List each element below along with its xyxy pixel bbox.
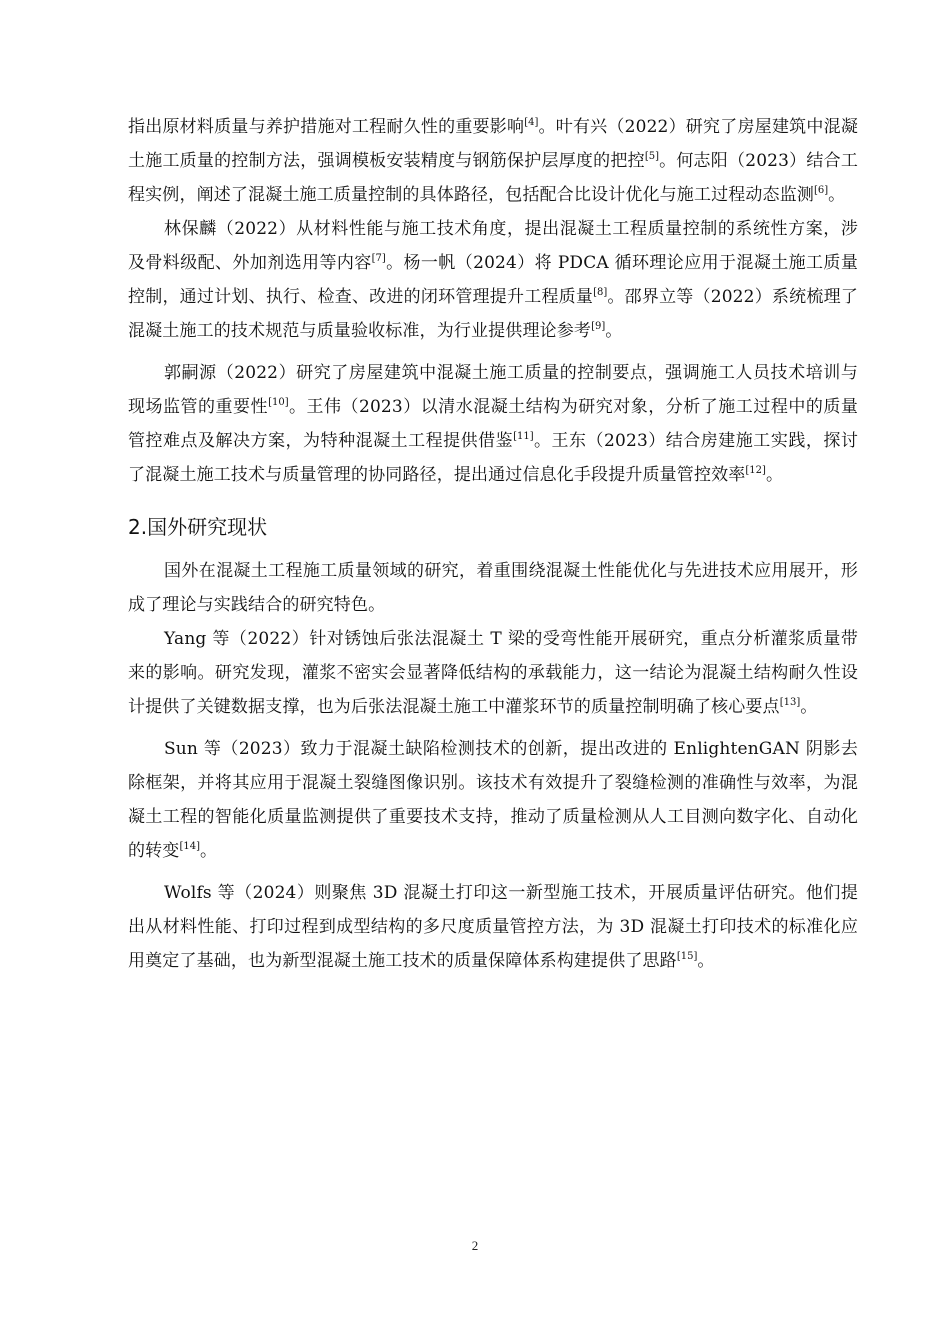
text-run: 。王东（2023）结合房建施工实践，探讨了混凝土施工技术与质量管理的协同路径，提出通过信息化手段提升质量管控效率 bbox=[128, 431, 858, 485]
text-run: 。 bbox=[765, 465, 784, 485]
text-run: 。 bbox=[605, 321, 623, 341]
text-run: 。杨一帆（2024）将 PDCA 循环理论应用于混凝土施工质量控制，通过计划、执行、检查、改进的闭环管理提升工程质量 bbox=[128, 253, 858, 307]
citation-marker: [13] bbox=[779, 697, 801, 708]
text-run: 指出原材料质量与养护措施对工程耐久性的重要影响 bbox=[128, 117, 525, 137]
paragraph-domestic-3 bbox=[128, 356, 858, 492]
citation-marker: [8] bbox=[593, 287, 608, 298]
text-run: 。何志阳（2023）结合工程实例，阐述了混凝土施工质量控制的具体路径，包括配合比设计优化与施工过程动态监测 bbox=[128, 151, 859, 205]
text-run: Yang 等（2022）针对锈蚀后张法混凝土 T 梁的受弯性能开展研究，重点分析灌浆质量带来的影响。研究发现，灌浆不密实会显著降低结构的承载能力，这一结论为混凝土结构耐久性设计提供了关键数据支撑，也为后张法混凝土施工中灌浆环节的质量控制明确了核心要点 bbox=[128, 629, 858, 717]
paragraph-domestic-1 bbox=[128, 110, 858, 212]
citation-marker: [15] bbox=[676, 951, 698, 962]
section-heading-foreign-research: 2.国外研究现状 bbox=[128, 515, 268, 539]
text-run: 。 bbox=[697, 951, 715, 971]
paragraph-foreign-yang bbox=[128, 622, 858, 724]
text-run: Wolfs 等（2024）则聚焦 3D 混凝土打印这一新型施工技术，开展质量评估研究。他们提出从材料性能、打印过程到成型结构的多尺度质量管控方法，为 3D 混凝土打印技术的标准化应用奠定了基础，也为新型混凝土施工技术的质量保障体系构建提供了思路 bbox=[128, 883, 858, 971]
text-run: 林保麟（2022）从材料性能与施工技术角度，提出混凝土工程质量控制的系统性方案，涉及骨料级配、外加剂选用等内容 bbox=[128, 219, 858, 273]
citation-marker: [10] bbox=[268, 397, 289, 408]
paragraph-foreign-sun bbox=[128, 732, 858, 868]
text-run: 。邵界立等（2022）系统梳理了混凝土施工的技术规范与质量验收标准，为行业提供理论参考 bbox=[128, 287, 858, 341]
text-run: 。 bbox=[199, 841, 218, 861]
text-run: 。 bbox=[828, 185, 846, 205]
page-body bbox=[128, 110, 858, 978]
text-run: 。叶有兴（2022）研究了房屋建筑中混凝土施工质量的控制方法，强调模板安装精度与钢筋保护层厚度的把控 bbox=[128, 117, 859, 171]
text-run: 郭嗣源（2022）研究了房屋建筑中混凝土施工质量的控制要点，强调施工人员技术培训与现场监管的重要性 bbox=[128, 363, 858, 417]
citation-marker: [11] bbox=[513, 431, 534, 442]
text-run: Sun 等（2023）致力于混凝土缺陷检测技术的创新，提出改进的 EnlightenGAN 阴影去除框架，并将其应用于混凝土裂缝图像识别。该技术有效提升了裂缝检测的准确性与效率，为混凝土工程的智能化质量监测提供了重要技术支持，推动了质量检测从人工目测向数字化、自动化的转变 bbox=[128, 739, 858, 861]
citation-marker: [9] bbox=[591, 321, 606, 332]
paragraph-foreign-wolfs bbox=[128, 876, 858, 978]
citation-marker: [4] bbox=[524, 117, 539, 128]
citation-marker: [14] bbox=[179, 841, 200, 852]
citation-marker: [6] bbox=[814, 185, 829, 196]
citation-marker: [12] bbox=[745, 465, 766, 476]
paragraph-domestic-2 bbox=[128, 212, 858, 348]
text-run: 。 bbox=[800, 697, 818, 717]
page-number: 2 bbox=[471, 1238, 479, 1253]
text-run: 国外在混凝土工程施工质量领域的研究，着重围绕混凝土性能优化与先进技术应用展开，形成了理论与实践结合的研究特色。 bbox=[128, 561, 858, 615]
paragraph-foreign-intro bbox=[128, 554, 858, 622]
citation-marker: [5] bbox=[644, 151, 660, 162]
text-run: 。王伟（2023）以清水混凝土结构为研究对象，分析了施工过程中的质量管控难点及解决方案，为特种混凝土工程提供借鉴 bbox=[128, 397, 858, 451]
citation-marker: [7] bbox=[371, 253, 386, 264]
